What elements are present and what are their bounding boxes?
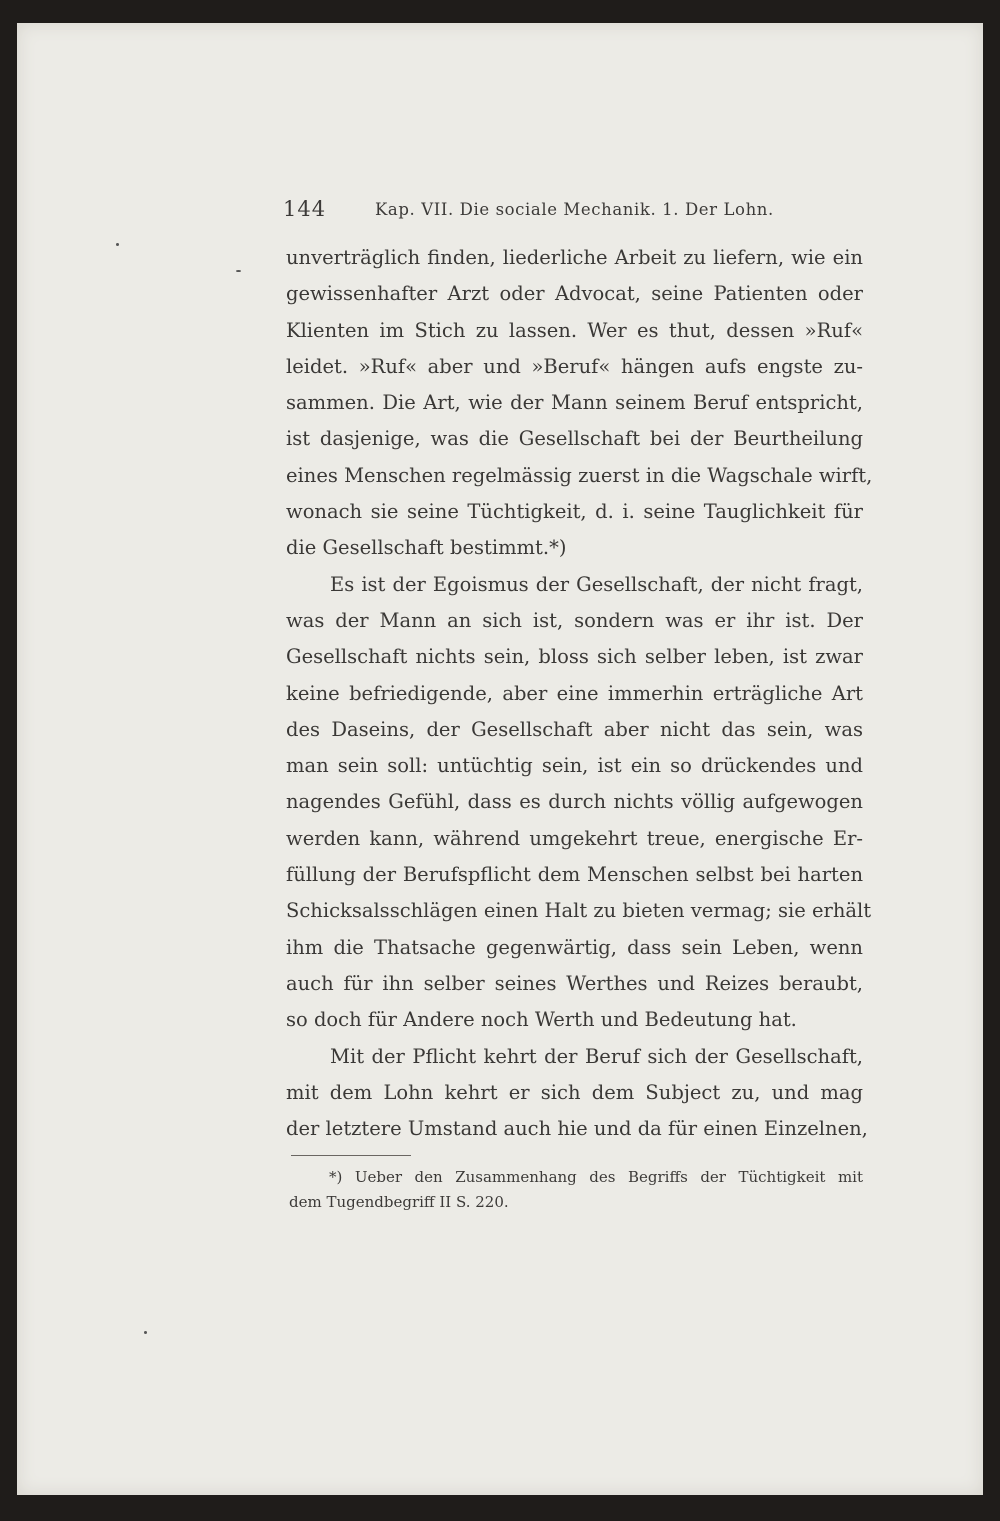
text-line: nagendes Gefühl, dass es durch nichts völlig aufgewogen xyxy=(286,790,863,814)
text-line: so doch für Andere noch Werth und Bedeutung hat. xyxy=(286,1008,797,1032)
text-line: ihm die Thatsache gegenwärtig, dass sein Leben, wenn xyxy=(286,935,863,959)
text-line: eines Menschen regelmässig zuerst in die Wagschale wirft, xyxy=(286,463,873,487)
text-line: man sein soll: untüchtig sein, ist ein so drückendes und xyxy=(286,754,863,778)
running-head: Kap. VII. Die sociale Mechanik. 1. Der Lohn. xyxy=(375,200,774,219)
footnote-divider xyxy=(291,1155,411,1156)
text-line: keine befriedigende, aber eine immerhin erträgliche Art xyxy=(286,681,863,705)
paper-speck xyxy=(116,243,119,246)
paragraph-start-line: Es ist der Egoismus der Gesellschaft, der nicht fragt, xyxy=(330,572,863,596)
text-line: Gesellschaft nichts sein, bloss sich selber leben, ist zwar xyxy=(286,645,863,669)
page-header xyxy=(283,197,773,227)
paragraph-start-line: Mit der Pflicht kehrt der Beruf sich der Gesellschaft, xyxy=(330,1044,863,1068)
text-line: gewissenhafter Arzt oder Advocat, seine Patienten oder xyxy=(286,282,863,306)
text-line: ist dasjenige, was die Gesellschaft bei der Beurtheilung xyxy=(286,427,863,451)
footnote xyxy=(289,1165,863,1215)
text-line: sammen. Die Art, wie der Mann seinem Beruf entspricht, xyxy=(286,391,863,415)
text-line: wonach sie seine Tüchtigkeit, d. i. seine Tauglichkeit für xyxy=(286,500,863,524)
text-line: mit dem Lohn kehrt er sich dem Subject zu, und mag xyxy=(286,1080,863,1104)
text-line: werden kann, während umgekehrt treue, energische Er- xyxy=(286,826,863,850)
body-text xyxy=(286,240,873,1147)
text-line: die Gesellschaft bestimmt.*) xyxy=(286,536,567,560)
paper-speck xyxy=(236,270,241,272)
footnote-line: dem Tugendbegriff II S. 220. xyxy=(289,1193,509,1211)
text-line: leidet. »Ruf« aber und »Beruf« hängen aufs engste zu- xyxy=(286,354,863,378)
text-line: der letztere Umstand auch hie und da für einen Einzelnen, xyxy=(286,1117,868,1141)
text-line: unverträglich finden, liederliche Arbeit zu liefern, wie ein xyxy=(286,246,863,269)
text-line: des Daseins, der Gesellschaft aber nicht das sein, was xyxy=(286,717,863,741)
text-line: Schicksalsschlägen einen Halt zu bieten vermag; sie erhält xyxy=(286,899,872,923)
text-line: füllung der Berufspflicht dem Menschen selbst bei harten xyxy=(286,863,863,887)
text-line: Klienten im Stich zu lassen. Wer es thut, dessen »Ruf« xyxy=(286,318,863,342)
paper-speck xyxy=(144,1331,147,1334)
text-line: auch für ihn selber seines Werthes und Reizes beraubt, xyxy=(286,971,863,995)
text-line: was der Mann an sich ist, sondern was er ihr ist. Der xyxy=(286,608,863,632)
page-number: 144 xyxy=(283,197,327,221)
footnote-line: *) Ueber den Zusammenhang des Begriffs der Tüchtigkeit mit xyxy=(329,1168,863,1186)
